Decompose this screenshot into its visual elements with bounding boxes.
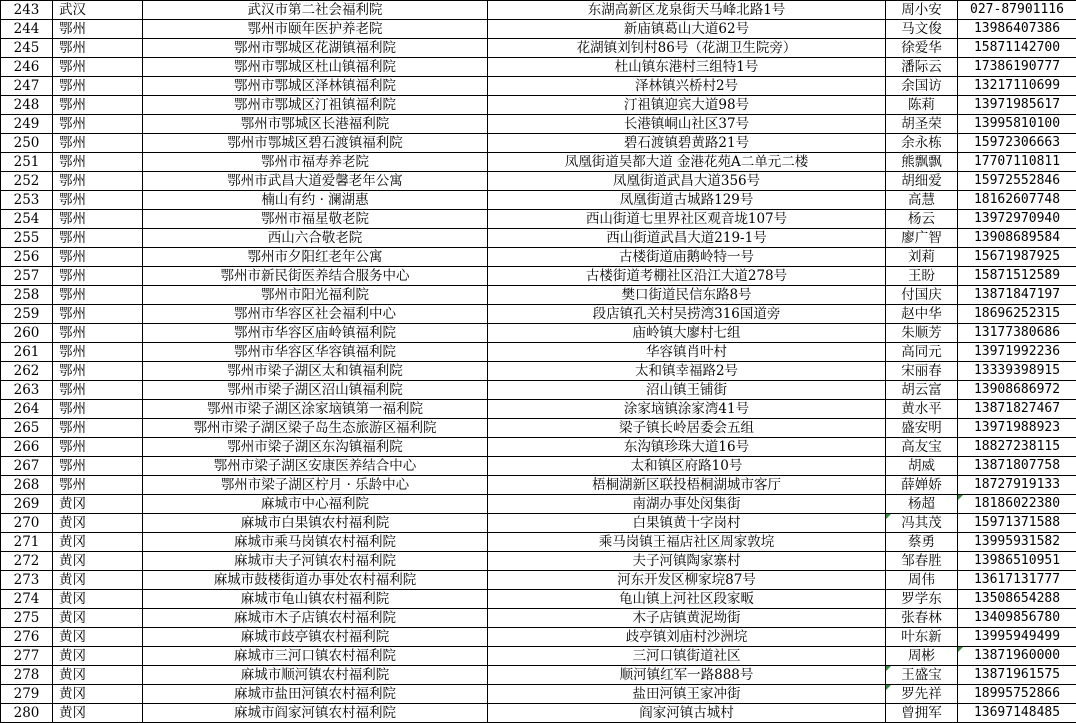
phone-cell[interactable]: 18995752866 — [958, 685, 1076, 704]
institution-name-cell[interactable]: 鄂州市夕阳红老年公寓 — [143, 248, 488, 267]
row-number-cell[interactable]: 272 — [1, 552, 53, 571]
city-cell[interactable]: 鄂州 — [53, 286, 143, 305]
row-number-cell[interactable]: 279 — [1, 685, 53, 704]
city-cell[interactable]: 黄冈 — [53, 590, 143, 609]
institution-name-cell[interactable]: 鄂州市梁子湖区太和镇福利院 — [143, 362, 488, 381]
contact-person-cell[interactable]: 宋丽春 — [886, 362, 958, 381]
table-row — [1, 20, 1076, 39]
phone-cell[interactable]: 027-87901116 — [958, 1, 1076, 20]
phone-cell[interactable]: 13971985617 — [958, 96, 1076, 115]
address-cell[interactable]: 涂家垴镇涂家湾41号 — [488, 400, 886, 419]
city-cell[interactable]: 鄂州 — [53, 115, 143, 134]
table-row — [1, 590, 1076, 609]
city-cell[interactable]: 黄冈 — [53, 685, 143, 704]
institution-name-cell[interactable]: 楠山有约 · 澜湖惠 — [143, 191, 488, 210]
institution-name-cell[interactable]: 鄂州市武昌大道爱馨老年公寓 — [143, 172, 488, 191]
phone-cell[interactable]: 15671987925 — [958, 248, 1076, 267]
row-number-cell[interactable]: 250 — [1, 134, 53, 153]
table-row — [1, 666, 1076, 685]
address-cell[interactable]: 凤凰街道吴都大道 金港花苑A二单元二楼 — [488, 153, 886, 172]
phone-cell[interactable]: 15971371588 — [958, 514, 1076, 533]
city-cell[interactable]: 鄂州 — [53, 267, 143, 286]
row-number-cell[interactable]: 265 — [1, 419, 53, 438]
contact-person-cell[interactable]: 廖广智 — [886, 229, 958, 248]
table-row — [1, 58, 1076, 77]
contact-person-cell[interactable]: 刘莉 — [886, 248, 958, 267]
contact-person-cell[interactable]: 胡云富 — [886, 381, 958, 400]
contact-person-cell[interactable]: 余国访 — [886, 77, 958, 96]
table-row — [1, 191, 1076, 210]
city-cell[interactable]: 黄冈 — [53, 514, 143, 533]
address-cell[interactable]: 太和镇幸福路2号 — [488, 362, 886, 381]
address-cell[interactable]: 新庙镇葛山大道62号 — [488, 20, 886, 39]
contact-person-cell[interactable]: 盛安明 — [886, 419, 958, 438]
address-cell[interactable]: 白果镇黄十字岗村 — [488, 514, 886, 533]
row-number-cell[interactable]: 270 — [1, 514, 53, 533]
row-number-cell[interactable]: 271 — [1, 533, 53, 552]
contact-person-cell[interactable]: 王盛宝 — [886, 666, 958, 685]
table-row — [1, 495, 1076, 514]
table-row — [1, 457, 1076, 476]
address-cell[interactable]: 东沟镇珍珠大道16号 — [488, 438, 886, 457]
city-cell[interactable]: 鄂州 — [53, 58, 143, 77]
table-row — [1, 172, 1076, 191]
institution-name-cell[interactable]: 麻城市阎家河镇农村福利院 — [143, 704, 488, 723]
city-cell[interactable]: 黄冈 — [53, 571, 143, 590]
city-cell[interactable]: 鄂州 — [53, 419, 143, 438]
contact-person-cell[interactable]: 罗先祥 — [886, 685, 958, 704]
table-row — [1, 362, 1076, 381]
row-number-cell[interactable]: 249 — [1, 115, 53, 134]
city-cell[interactable]: 鄂州 — [53, 457, 143, 476]
phone-cell[interactable]: 13986510951 — [958, 552, 1076, 571]
address-cell[interactable]: 长港镇峒山社区37号 — [488, 115, 886, 134]
phone-cell[interactable]: 15871142700 — [958, 39, 1076, 58]
row-number-cell[interactable]: 256 — [1, 248, 53, 267]
institution-name-cell[interactable]: 麻城市白果镇农村福利院 — [143, 514, 488, 533]
row-number-cell[interactable]: 260 — [1, 324, 53, 343]
institution-name-cell[interactable]: 鄂州市梁子湖区涂家垴镇第一福利院 — [143, 400, 488, 419]
institution-name-cell[interactable]: 鄂州市颐年医护养老院 — [143, 20, 488, 39]
table-row — [1, 533, 1076, 552]
contact-person-cell[interactable]: 陈莉 — [886, 96, 958, 115]
table-row — [1, 77, 1076, 96]
address-cell[interactable]: 泽林镇兴桥村2号 — [488, 77, 886, 96]
table-row — [1, 210, 1076, 229]
phone-cell[interactable]: 13908689584 — [958, 229, 1076, 248]
institution-name-cell[interactable]: 鄂州市鄂城区杜山镇福利院 — [143, 58, 488, 77]
city-cell[interactable]: 鄂州 — [53, 248, 143, 267]
city-cell[interactable]: 鄂州 — [53, 134, 143, 153]
institution-name-cell[interactable]: 武汉市第二社会福利院 — [143, 1, 488, 20]
row-number-cell[interactable]: 263 — [1, 381, 53, 400]
phone-cell[interactable]: 17386190777 — [958, 58, 1076, 77]
row-number-cell[interactable]: 243 — [1, 1, 53, 20]
table-row — [1, 571, 1076, 590]
institution-name-cell[interactable]: 麻城市夫子河镇农村福利院 — [143, 552, 488, 571]
phone-cell[interactable]: 15972552846 — [958, 172, 1076, 191]
phone-cell[interactable]: 13177380686 — [958, 324, 1076, 343]
table-row — [1, 552, 1076, 571]
address-cell[interactable]: 太和镇区府路10号 — [488, 457, 886, 476]
phone-cell[interactable]: 13971988923 — [958, 419, 1076, 438]
address-cell[interactable]: 杜山镇东港村三组特1号 — [488, 58, 886, 77]
city-cell[interactable]: 鄂州 — [53, 210, 143, 229]
phone-cell[interactable]: 18727919133 — [958, 476, 1076, 495]
city-cell[interactable]: 黄冈 — [53, 647, 143, 666]
institution-name-cell[interactable]: 鄂州市鄂城区汀祖镇福利院 — [143, 96, 488, 115]
table-row — [1, 343, 1076, 362]
contact-person-cell[interactable]: 朱顺芳 — [886, 324, 958, 343]
row-number-cell[interactable]: 267 — [1, 457, 53, 476]
city-cell[interactable]: 鄂州 — [53, 77, 143, 96]
table-row — [1, 609, 1076, 628]
contact-person-cell[interactable]: 赵中华 — [886, 305, 958, 324]
institution-name-cell[interactable]: 鄂州市鄂城区花湖镇福利院 — [143, 39, 488, 58]
city-cell[interactable]: 鄂州 — [53, 438, 143, 457]
row-number-cell[interactable]: 261 — [1, 343, 53, 362]
phone-cell[interactable]: 18827238115 — [958, 438, 1076, 457]
phone-cell[interactable]: 15972306663 — [958, 134, 1076, 153]
address-cell[interactable]: 段店镇孔关村吴捞湾316国道旁 — [488, 305, 886, 324]
address-cell[interactable]: 西山街道武昌大道219-1号 — [488, 229, 886, 248]
institution-name-cell[interactable]: 鄂州市华容区社会福利中心 — [143, 305, 488, 324]
phone-cell[interactable]: 13697148485 — [958, 704, 1076, 723]
phone-cell[interactable]: 13972970940 — [958, 210, 1076, 229]
table-row — [1, 115, 1076, 134]
row-number-cell[interactable]: 264 — [1, 400, 53, 419]
institution-name-cell[interactable]: 鄂州市梁子湖区安康医养结合中心 — [143, 457, 488, 476]
address-cell[interactable]: 歧亭镇刘庙村沙洲垸 — [488, 628, 886, 647]
phone-cell[interactable]: 13871807758 — [958, 457, 1076, 476]
contact-person-cell[interactable]: 叶东新 — [886, 628, 958, 647]
address-cell[interactable]: 梧桐湖新区联投梧桐湖城市客厅 — [488, 476, 886, 495]
table-row — [1, 704, 1076, 723]
row-number-cell[interactable]: 251 — [1, 153, 53, 172]
address-cell[interactable]: 龟山镇上河社区段家畈 — [488, 590, 886, 609]
row-number-cell[interactable]: 252 — [1, 172, 53, 191]
institution-name-cell[interactable]: 麻城市中心福利院 — [143, 495, 488, 514]
city-cell[interactable]: 鄂州 — [53, 20, 143, 39]
city-cell[interactable]: 鄂州 — [53, 305, 143, 324]
table-row — [1, 248, 1076, 267]
contact-person-cell[interactable]: 罗学东 — [886, 590, 958, 609]
table-row — [1, 514, 1076, 533]
contact-person-cell[interactable]: 高友宝 — [886, 438, 958, 457]
row-number-cell[interactable]: 255 — [1, 229, 53, 248]
address-cell[interactable]: 庙岭镇大廖村七组 — [488, 324, 886, 343]
phone-cell[interactable]: 13871960000 — [958, 647, 1076, 666]
contact-person-cell[interactable]: 薛婵娇 — [886, 476, 958, 495]
contact-person-cell[interactable]: 周彬 — [886, 647, 958, 666]
phone-cell[interactable]: 13508654288 — [958, 590, 1076, 609]
contact-person-cell[interactable]: 高同元 — [886, 343, 958, 362]
contact-person-cell[interactable]: 蔡勇 — [886, 533, 958, 552]
address-cell[interactable]: 凤凰街道武昌大道356号 — [488, 172, 886, 191]
phone-cell[interactable]: 13871847197 — [958, 286, 1076, 305]
row-number-cell[interactable]: 262 — [1, 362, 53, 381]
city-cell[interactable]: 鄂州 — [53, 96, 143, 115]
address-cell[interactable]: 碧石渡镇碧黄路21号 — [488, 134, 886, 153]
contact-person-cell[interactable]: 余永栋 — [886, 134, 958, 153]
institution-name-cell[interactable]: 麻城市盐田河镇农村福利院 — [143, 685, 488, 704]
row-number-cell[interactable]: 274 — [1, 590, 53, 609]
institution-name-cell[interactable]: 麻城市乘马岗镇农村福利院 — [143, 533, 488, 552]
city-cell[interactable]: 黄冈 — [53, 704, 143, 723]
phone-cell[interactable]: 18162607748 — [958, 191, 1076, 210]
city-cell[interactable]: 鄂州 — [53, 153, 143, 172]
row-number-cell[interactable]: 245 — [1, 39, 53, 58]
table-row — [1, 39, 1076, 58]
institution-name-cell[interactable]: 鄂州市梁子湖区柠月 · 乐龄中心 — [143, 476, 488, 495]
city-cell[interactable]: 鄂州 — [53, 381, 143, 400]
contact-person-cell[interactable]: 邹春胜 — [886, 552, 958, 571]
table-row — [1, 628, 1076, 647]
row-number-cell[interactable]: 273 — [1, 571, 53, 590]
phone-cell[interactable]: 13409856780 — [958, 609, 1076, 628]
address-cell[interactable]: 东湖高新区龙泉街天马峰北路1号 — [488, 1, 886, 20]
row-number-cell[interactable]: 246 — [1, 58, 53, 77]
row-number-cell[interactable]: 275 — [1, 609, 53, 628]
contact-person-cell[interactable]: 付国庆 — [886, 286, 958, 305]
city-cell[interactable]: 鄂州 — [53, 324, 143, 343]
address-cell[interactable]: 夫子河镇陶家寨村 — [488, 552, 886, 571]
contact-person-cell[interactable]: 王盼 — [886, 267, 958, 286]
address-cell[interactable]: 沼山镇王铺街 — [488, 381, 886, 400]
address-cell[interactable]: 木子店镇黄泥坳街 — [488, 609, 886, 628]
city-cell[interactable]: 鄂州 — [53, 343, 143, 362]
institution-name-cell[interactable]: 鄂州市鄂城区泽林镇福利院 — [143, 77, 488, 96]
address-cell[interactable]: 顺河镇红军一路888号 — [488, 666, 886, 685]
address-cell[interactable]: 河东开发区柳家垸87号 — [488, 571, 886, 590]
table-row — [1, 267, 1076, 286]
address-cell[interactable]: 阎家河镇古城村 — [488, 704, 886, 723]
row-number-cell[interactable]: 258 — [1, 286, 53, 305]
table-row — [1, 305, 1076, 324]
contact-person-cell[interactable]: 黄水平 — [886, 400, 958, 419]
institution-name-cell[interactable]: 麻城市歧亭镇农村福利院 — [143, 628, 488, 647]
phone-cell[interactable]: 13339398915 — [958, 362, 1076, 381]
table-row — [1, 96, 1076, 115]
contact-person-cell[interactable]: 马文俊 — [886, 20, 958, 39]
contact-person-cell[interactable]: 胡细爱 — [886, 172, 958, 191]
address-cell[interactable]: 南湖办事处闵集街 — [488, 495, 886, 514]
phone-cell[interactable]: 18186022380 — [958, 495, 1076, 514]
city-cell[interactable]: 武汉 — [53, 1, 143, 20]
phone-cell[interactable]: 17707110811 — [958, 153, 1076, 172]
table-row — [1, 134, 1076, 153]
contact-person-cell[interactable]: 徐爱华 — [886, 39, 958, 58]
institution-name-cell[interactable]: 鄂州市新民街医养结合服务中心 — [143, 267, 488, 286]
phone-cell[interactable]: 13986407386 — [958, 20, 1076, 39]
table-row — [1, 438, 1076, 457]
table-body — [1, 1, 1076, 723]
institution-name-cell[interactable]: 麻城市三河口镇农村福利院 — [143, 647, 488, 666]
address-cell[interactable]: 梁子镇长岭居委会五组 — [488, 419, 886, 438]
contact-person-cell[interactable]: 熊飘飘 — [886, 153, 958, 172]
city-cell[interactable]: 黄冈 — [53, 666, 143, 685]
address-cell[interactable]: 华容镇肖叶村 — [488, 343, 886, 362]
row-number-cell[interactable]: 277 — [1, 647, 53, 666]
table-row — [1, 286, 1076, 305]
row-number-cell[interactable]: 247 — [1, 77, 53, 96]
address-cell[interactable]: 西山街道七里界社区观音垅107号 — [488, 210, 886, 229]
phone-cell[interactable]: 13871827467 — [958, 400, 1076, 419]
row-number-cell[interactable]: 253 — [1, 191, 53, 210]
table-row — [1, 476, 1076, 495]
row-number-cell[interactable]: 257 — [1, 267, 53, 286]
phone-cell[interactable]: 13908686972 — [958, 381, 1076, 400]
address-cell[interactable]: 乘马岗镇王福店社区周家敦垸 — [488, 533, 886, 552]
phone-cell[interactable]: 13995810100 — [958, 115, 1076, 134]
institution-name-cell[interactable]: 鄂州市鄂城区长港福利院 — [143, 115, 488, 134]
institution-name-cell[interactable]: 鄂州市福星敬老院 — [143, 210, 488, 229]
contact-person-cell[interactable]: 张春林 — [886, 609, 958, 628]
city-cell[interactable]: 鄂州 — [53, 362, 143, 381]
row-number-cell[interactable]: 248 — [1, 96, 53, 115]
table-row — [1, 400, 1076, 419]
address-cell[interactable]: 古楼街道考棚社区沿江大道278号 — [488, 267, 886, 286]
institution-name-cell[interactable]: 鄂州市福寿养老院 — [143, 153, 488, 172]
table-row — [1, 153, 1076, 172]
city-cell[interactable]: 鄂州 — [53, 39, 143, 58]
phone-cell[interactable]: 13971992236 — [958, 343, 1076, 362]
row-number-cell[interactable]: 268 — [1, 476, 53, 495]
institution-name-cell[interactable]: 鄂州市梁子湖区梁子岛生态旅游区福利院 — [143, 419, 488, 438]
institution-name-cell[interactable]: 麻城市鼓楼街道办事处农村福利院 — [143, 571, 488, 590]
contact-person-cell[interactable]: 曾拥军 — [886, 704, 958, 723]
city-cell[interactable]: 鄂州 — [53, 400, 143, 419]
address-cell[interactable]: 樊口街道民信东路8号 — [488, 286, 886, 305]
institution-name-cell[interactable]: 鄂州市梁子湖区沼山镇福利院 — [143, 381, 488, 400]
phone-cell[interactable]: 13871961575 — [958, 666, 1076, 685]
institution-name-cell[interactable]: 鄂州市阳光福利院 — [143, 286, 488, 305]
institution-name-cell[interactable]: 麻城市木子店镇农村福利院 — [143, 609, 488, 628]
institution-name-cell[interactable]: 麻城市龟山镇农村福利院 — [143, 590, 488, 609]
row-number-cell[interactable]: 259 — [1, 305, 53, 324]
address-cell[interactable]: 花湖镇刘钊村86号（花湖卫生院旁） — [488, 39, 886, 58]
address-cell[interactable]: 三河口镇街道社区 — [488, 647, 886, 666]
phone-cell[interactable]: 15871512589 — [958, 267, 1076, 286]
institution-name-cell[interactable]: 麻城市顺河镇农村福利院 — [143, 666, 488, 685]
city-cell[interactable]: 黄冈 — [53, 495, 143, 514]
institution-name-cell[interactable]: 鄂州市梁子湖区东沟镇福利院 — [143, 438, 488, 457]
contact-person-cell[interactable]: 冯其茂 — [886, 514, 958, 533]
table-row — [1, 324, 1076, 343]
city-cell[interactable]: 黄冈 — [53, 609, 143, 628]
institution-name-cell[interactable]: 鄂州市华容区华容镇福利院 — [143, 343, 488, 362]
contact-person-cell[interactable]: 周小安 — [886, 1, 958, 20]
address-cell[interactable]: 凤凰街道古城路129号 — [488, 191, 886, 210]
phone-cell[interactable]: 13995949499 — [958, 628, 1076, 647]
table-row — [1, 647, 1076, 666]
phone-cell[interactable]: 13995931582 — [958, 533, 1076, 552]
institution-name-cell[interactable]: 鄂州市鄂城区碧石渡镇福利院 — [143, 134, 488, 153]
city-cell[interactable]: 鄂州 — [53, 229, 143, 248]
city-cell[interactable]: 黄冈 — [53, 533, 143, 552]
contact-person-cell[interactable]: 潘际云 — [886, 58, 958, 77]
contact-person-cell[interactable]: 周伟 — [886, 571, 958, 590]
row-number-cell[interactable]: 254 — [1, 210, 53, 229]
address-cell[interactable]: 盐田河镇王家冲街 — [488, 685, 886, 704]
table-row — [1, 685, 1076, 704]
table-row — [1, 1, 1076, 20]
institution-name-cell[interactable]: 鄂州市华容区庙岭镇福利院 — [143, 324, 488, 343]
phone-cell[interactable]: 13617131777 — [958, 571, 1076, 590]
city-cell[interactable]: 黄冈 — [53, 552, 143, 571]
contact-person-cell[interactable]: 高慧 — [886, 191, 958, 210]
contact-person-cell[interactable]: 胡威 — [886, 457, 958, 476]
address-cell[interactable]: 古楼街道庙鹅岭特一号 — [488, 248, 886, 267]
row-number-cell[interactable]: 269 — [1, 495, 53, 514]
phone-cell[interactable]: 13217110699 — [958, 77, 1076, 96]
row-number-cell[interactable]: 244 — [1, 20, 53, 39]
table-row — [1, 381, 1076, 400]
city-cell[interactable]: 鄂州 — [53, 172, 143, 191]
row-number-cell[interactable]: 280 — [1, 704, 53, 723]
row-number-cell[interactable]: 266 — [1, 438, 53, 457]
contact-person-cell[interactable]: 杨超 — [886, 495, 958, 514]
institution-name-cell[interactable]: 西山六合敬老院 — [143, 229, 488, 248]
city-cell[interactable]: 鄂州 — [53, 191, 143, 210]
city-cell[interactable]: 鄂州 — [53, 476, 143, 495]
row-number-cell[interactable]: 276 — [1, 628, 53, 647]
row-number-cell[interactable]: 278 — [1, 666, 53, 685]
contact-person-cell[interactable]: 杨云 — [886, 210, 958, 229]
table-row — [1, 229, 1076, 248]
address-cell[interactable]: 汀祖镇迎宾大道98号 — [488, 96, 886, 115]
city-cell[interactable]: 黄冈 — [53, 628, 143, 647]
contact-person-cell[interactable]: 胡圣荣 — [886, 115, 958, 134]
table-row — [1, 419, 1076, 438]
phone-cell[interactable]: 18696252315 — [958, 305, 1076, 324]
